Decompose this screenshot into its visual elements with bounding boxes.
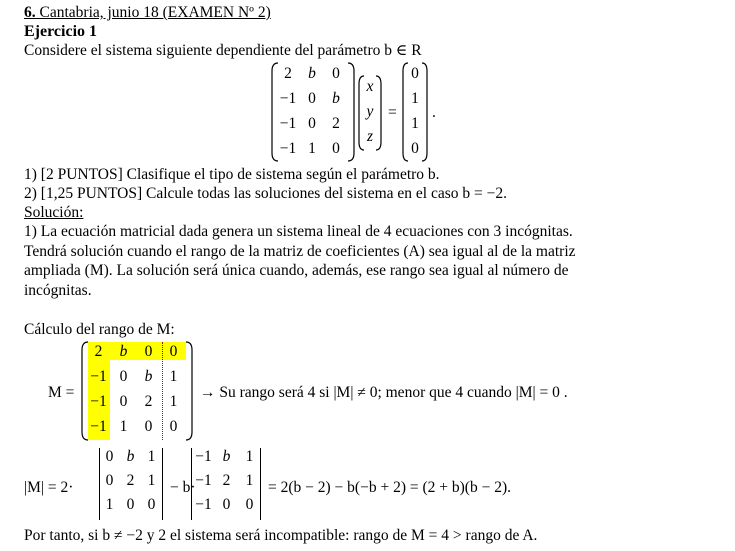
rank-title: Cálculo del rango de M:: [24, 321, 175, 338]
m-label: M =: [48, 384, 75, 401]
augmented-cell: −1: [90, 393, 107, 410]
rhs-cell: 1: [411, 90, 419, 107]
coefficient-cell: 2: [332, 115, 340, 132]
augmented-cell: 0: [119, 393, 128, 410]
augmented-cell: −1: [90, 418, 107, 435]
augmented-cell: 1: [119, 418, 128, 435]
solution-line-2: Tendrá solución cuando el rango de la matriz de coeficientes (A) sea igual al de la matriz: [24, 243, 576, 260]
exercise-title: Ejercicio 1: [24, 23, 98, 40]
solution-line-1: 1) La ecuación matricial dada genera un sistema lineal de 4 ecuaciones con 3 incógnitas.: [24, 223, 573, 240]
det-label: |M| = 2·: [24, 479, 74, 496]
problem-header: [24, 4, 271, 22]
system-end-period: .: [432, 104, 436, 121]
coefficient-cell: 1: [308, 140, 316, 157]
det2-cell: 0: [222, 496, 231, 513]
det2-cell: 0: [245, 496, 254, 513]
unknowns-vector: [357, 74, 383, 152]
det2-cell: b: [222, 448, 231, 465]
augmented-cell: 0: [169, 418, 178, 435]
unknown-x: x: [366, 78, 374, 95]
coefficient-cell: −1: [279, 140, 297, 157]
determinant-2: [188, 447, 264, 523]
augmented-cell: 1: [169, 393, 178, 410]
coefficient-cell: 0: [308, 115, 316, 132]
det-result: = 2(b − 2) − b(−b + 2) = (2 + b)(b − 2).: [268, 479, 511, 496]
det1-cell: 1: [105, 496, 114, 513]
rhs-cell: 1: [411, 115, 419, 132]
coefficient-cell: 0: [332, 140, 340, 157]
augmented-cell: 0: [144, 343, 153, 360]
coefficient-cell: 0: [308, 90, 316, 107]
coefficient-cell: −1: [279, 90, 297, 107]
rhs-vector: [401, 61, 429, 163]
unknown-y: y: [366, 103, 374, 120]
solution-title: Solución:: [24, 204, 84, 221]
det1-cell: 0: [105, 448, 114, 465]
det1-right-bar: [162, 448, 163, 520]
det1-cell: 0: [126, 496, 135, 513]
coefficient-cell: b: [332, 90, 340, 107]
coefficient-cell: b: [308, 65, 316, 82]
det1-cell: 0: [147, 496, 156, 513]
coefficient-cell: −1: [279, 115, 297, 132]
det2-cell: 1: [245, 472, 254, 489]
det1-cell: b: [126, 448, 135, 465]
question-2: 2) [1,25 PUNTOS] Calcule todas las soluciones del sistema en el caso b = −2.: [24, 185, 507, 202]
augmented-cell: 2: [94, 343, 103, 360]
augmented-cell: 0: [119, 368, 128, 385]
det-mid: − b·: [170, 479, 196, 496]
augmented-cell: 1: [169, 368, 178, 385]
rank-arrow-text: → Su rango será 4 si |M| ≠ 0; menor que 4 cuando |M| = 0 .: [200, 384, 568, 401]
coefficient-cell: 0: [332, 65, 340, 82]
det2-cell: 2: [222, 472, 231, 489]
augmented-cell: 0: [144, 418, 153, 435]
det2-cell: −1: [195, 448, 212, 465]
det2-cell: 1: [245, 448, 254, 465]
problem-number: 6.: [24, 4, 36, 21]
det1-cell: 1: [147, 472, 156, 489]
det1-cell: 2: [126, 472, 135, 489]
augmented-cell: 0: [169, 343, 178, 360]
unknown-z: z: [366, 128, 374, 145]
rhs-cell: 0: [411, 140, 419, 157]
augmented-cell: b: [119, 343, 128, 360]
coefficient-matrix: [270, 61, 356, 163]
det1-cell: 1: [147, 448, 156, 465]
intro-line: Considere el sistema siguiente dependiente del parámetro b ∈ R: [24, 42, 422, 59]
coefficient-cell: 2: [284, 65, 292, 82]
det2-cell: −1: [195, 496, 212, 513]
problem-source: Cantabria, junio 18 (EXAMEN Nº 2): [35, 4, 271, 21]
solution-line-4: incógnitas.: [24, 282, 92, 299]
rhs-cell: 0: [411, 65, 419, 82]
system-equals: =: [388, 104, 397, 121]
augmented-cell: 2: [144, 393, 153, 410]
solution-line-3: ampliada (M). La solución será única cuando, además, ese rango sea igual al número de: [24, 262, 569, 279]
determinant-1: [96, 447, 166, 523]
augmented-cell: −1: [90, 368, 107, 385]
conclusion: Por tanto, si b ≠ −2 y 2 el sistema será incompatible: rango de M = 4 > rango de A.: [24, 527, 538, 544]
augmented-matrix: [80, 340, 194, 442]
det1-cell: 0: [105, 472, 114, 489]
det2-cell: −1: [195, 472, 212, 489]
augmented-cell: b: [144, 368, 153, 385]
question-1: 1) [2 PUNTOS] Clasifique el tipo de sistema según el parámetro b.: [24, 166, 440, 183]
